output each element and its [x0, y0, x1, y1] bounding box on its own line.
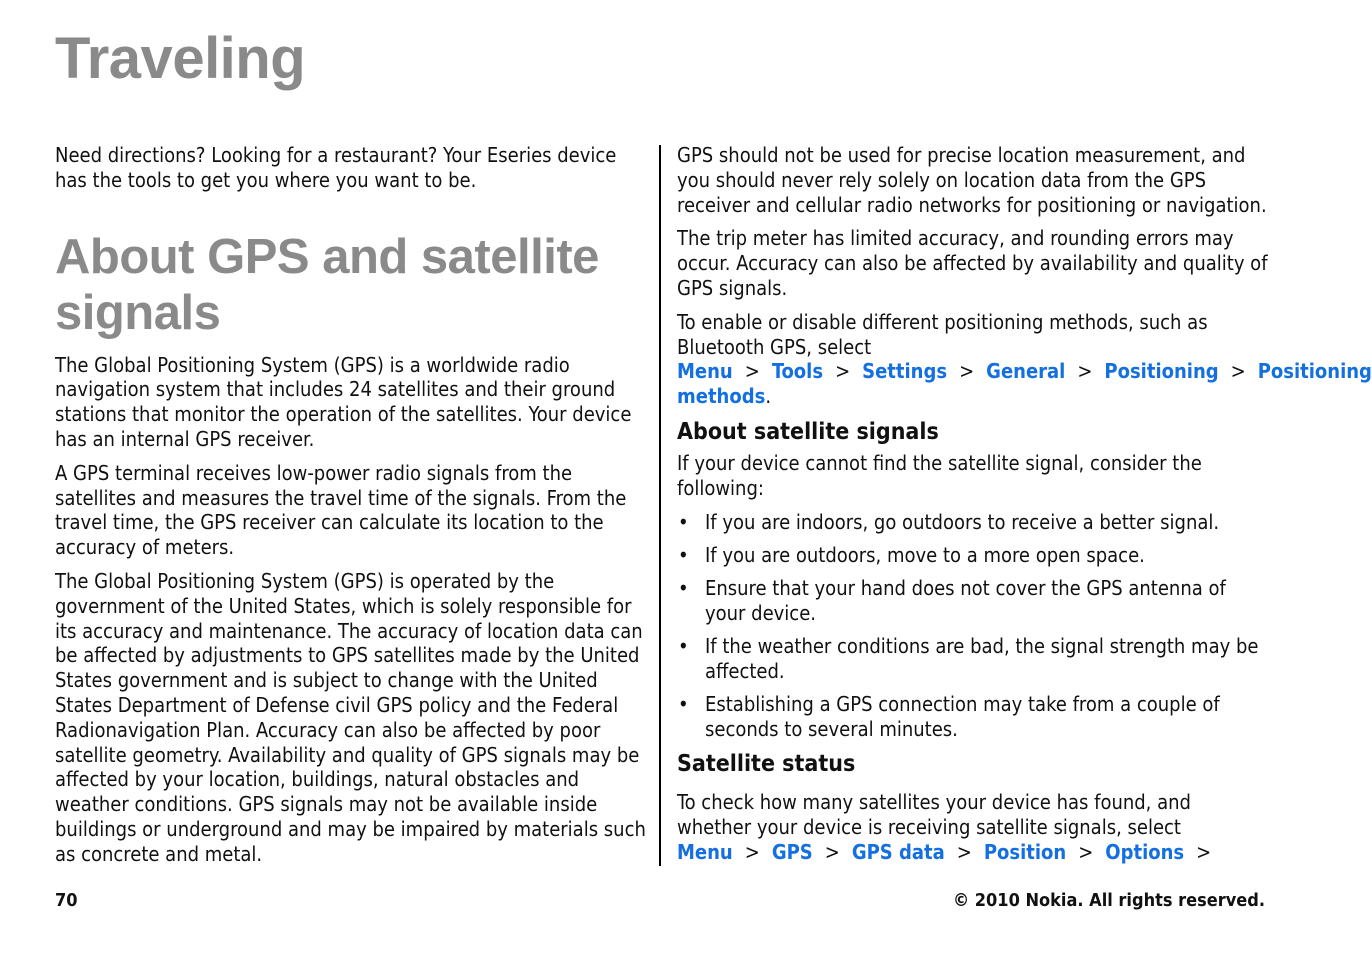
path-separator: >: [835, 359, 851, 384]
path-separator: >: [744, 359, 760, 384]
menu-path-link[interactable]: Positioning: [1104, 359, 1219, 384]
menu-path-link[interactable]: General: [986, 359, 1066, 384]
list-item: • Ensure that your hand does not cover the GPS antenna of your device.: [677, 576, 1269, 626]
page-title: Traveling: [55, 26, 306, 91]
menu-path-link[interactable]: GPS data: [851, 840, 945, 865]
gps-paragraph: The Global Positioning System (GPS) is a worldwide radio navigation system that includes 24 satellites and their ground stations that monitor the operation of the satellites. Your device has an internal GPS receiver.: [55, 352, 632, 451]
positioning-methods-paragraph: [677, 309, 1372, 409]
path-separator: >: [959, 359, 975, 384]
section-title: About GPS and satellite signals: [55, 229, 599, 340]
positioning-prefix: To enable or disable different positioning methods, such as Bluetooth GPS, select: [677, 309, 1208, 359]
gps-paragraph: The Global Positioning System (GPS) is operated by the government of the United States, which is solely responsible for its accuracy and maintenance. The accuracy of location data can be affected by adjustments to GPS satellites made by the United States government and is subject to change with the United States Department of Defense civil GPS policy and the Federal Radionavigation Plan. Accuracy can also be affected by poor satellite geometry. Availability and quality of GPS signals may be affected by your location, buildings, natural obstacles and weather conditions. GPS signals may not be available inside buildings or underground and may be impaired by materials such as concrete and metal.: [55, 568, 646, 866]
trip-meter-paragraph: The trip meter has limited accuracy, and rounding errors may occur. Accuracy can also be affected by availability and quality of GPS signals.: [677, 226, 1268, 300]
path-separator: >: [744, 840, 760, 865]
gps-warning-paragraph: GPS should not be used for precise location measurement, and you should never rely solely on location data from the GPS receiver and cellular radio networks for positioning or navigation.: [677, 143, 1267, 217]
path-separator: >: [956, 840, 972, 865]
page-number: 70: [55, 890, 78, 911]
signal-tips-list: [677, 510, 1269, 742]
menu-path-link[interactable]: Menu: [677, 359, 733, 384]
satellite-status-paragraph: [677, 790, 1269, 864]
menu-path-link[interactable]: GPS: [771, 840, 813, 865]
path-separator: >: [1078, 840, 1094, 865]
right-column: [677, 143, 1372, 874]
signals-intro: If your device cannot find the satellite signal, consider the following:: [677, 450, 1202, 500]
list-item: • If you are outdoors, move to a more open space.: [677, 543, 1269, 568]
path-separator: >: [824, 840, 840, 865]
menu-path-link[interactable]: Menu: [677, 840, 733, 865]
path-separator: >: [1196, 840, 1212, 865]
subheading-about-satellite-signals: About satellite signals: [677, 418, 939, 445]
status-prefix: To check how many satellites your device has found, and whether your device is receiving satellite signals, select: [677, 790, 1191, 840]
intro-paragraph: Need directions? Looking for a restaurant? Your Eseries device has the tools to get you where you want to be.: [55, 143, 617, 192]
menu-path-link[interactable]: Options: [1105, 840, 1185, 865]
menu-path-link[interactable]: Positioning methods: [677, 359, 1372, 409]
list-item: • If the weather conditions are bad, the signal strength may be affected.: [677, 634, 1269, 684]
list-item: • If you are indoors, go outdoors to receive a better signal.: [677, 510, 1269, 535]
subheading-satellite-status: Satellite status: [677, 751, 856, 778]
menu-path-link[interactable]: Settings: [862, 359, 948, 384]
path-separator: >: [1230, 359, 1246, 384]
left-column: [55, 143, 647, 876]
gps-paragraph: A GPS terminal receives low-power radio signals from the satellites and measures the travel time of the signals. From the travel time, the GPS receiver can calculate its location to the accuracy of meters.: [55, 460, 627, 560]
copyright-notice: © 2010 Nokia. All rights reserved.: [952, 890, 1265, 911]
path-separator: >: [1077, 359, 1093, 384]
list-item: • Establishing a GPS connection may take from a couple of seconds to several minutes.: [677, 692, 1269, 742]
column-divider: [659, 145, 661, 866]
period: .: [765, 384, 772, 409]
menu-path-link[interactable]: Tools: [771, 359, 824, 384]
menu-path-link[interactable]: Position: [983, 840, 1067, 865]
